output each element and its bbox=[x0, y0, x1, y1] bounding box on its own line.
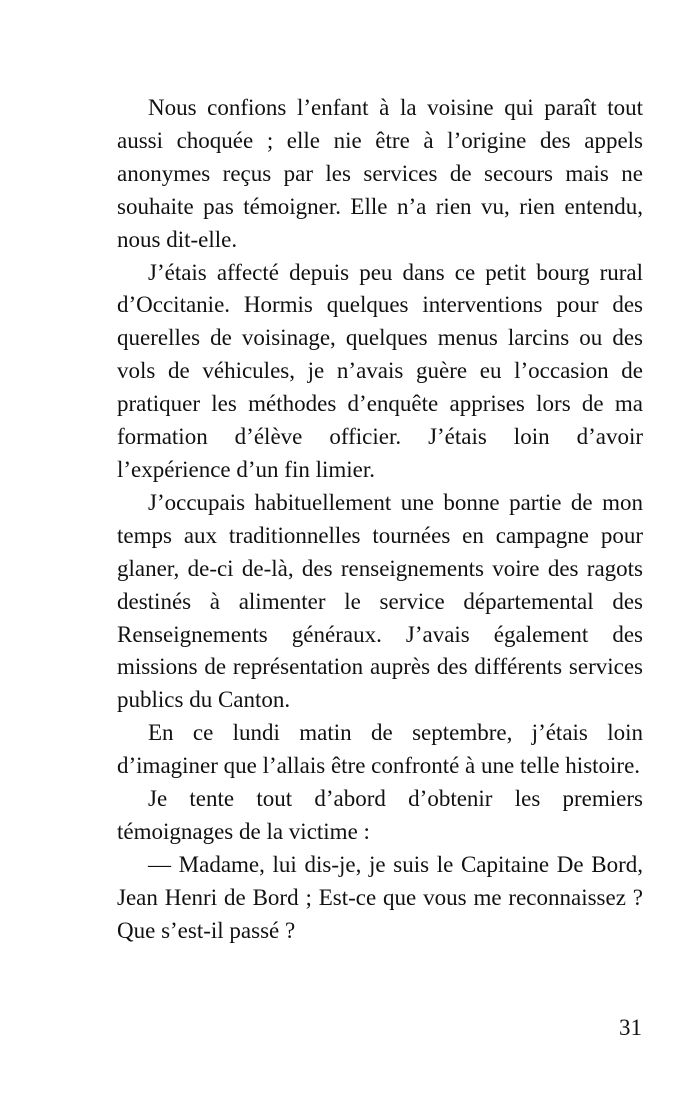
paragraph-2: J’étais affecté depuis peu dans ce petit bourg rural d’Occitanie. Hormis quelques interventions pour des querelles de voisinage, quelques menus larcins ou des vols de véhicules, je n’avais guère eu l’occasion de pratiquer les méthodes d’enquête apprises lors de ma formation d’élève officier. J’étais loin d’avoir l’expérience d’un fin limier. bbox=[117, 259, 643, 482]
paragraph-1: Nous confions l’enfant à la voisine qui paraît tout aussi choquée ; elle nie être à l’origine des appels anonymes reçus par les services de secours mais ne souhaite pas témoigner. Elle n’a rien vu, rien entendu, nous dit-elle. bbox=[117, 95, 643, 252]
paragraph-4: En ce lundi matin de septembre, j’étais loin d’imaginer que l’allais être confronté à une telle histoire. bbox=[117, 720, 643, 779]
body-text bbox=[117, 92, 643, 948]
page-number: 31 bbox=[619, 1015, 642, 1040]
paragraph-3: J’occupais habituellement une bonne partie de mon temps aux traditionnelles tournées en campagne pour glaner, de-ci de-là, des renseignements voire des ragots destinés à alimenter le service départemental des Renseignements généraux. J’avais également des missions de représentation auprès des différents services publics du Canton. bbox=[117, 489, 643, 713]
paragraph-6-dialogue: — Madame, lui dis-je, je suis le Capitaine De Bord, Jean Henri de Bord ; Est-ce que vous me reconnaissez ? Que s’est-il passé ? bbox=[117, 851, 643, 943]
paragraph-5: Je tente tout d’abord d’obtenir les premiers témoignages de la victime : bbox=[117, 786, 643, 844]
